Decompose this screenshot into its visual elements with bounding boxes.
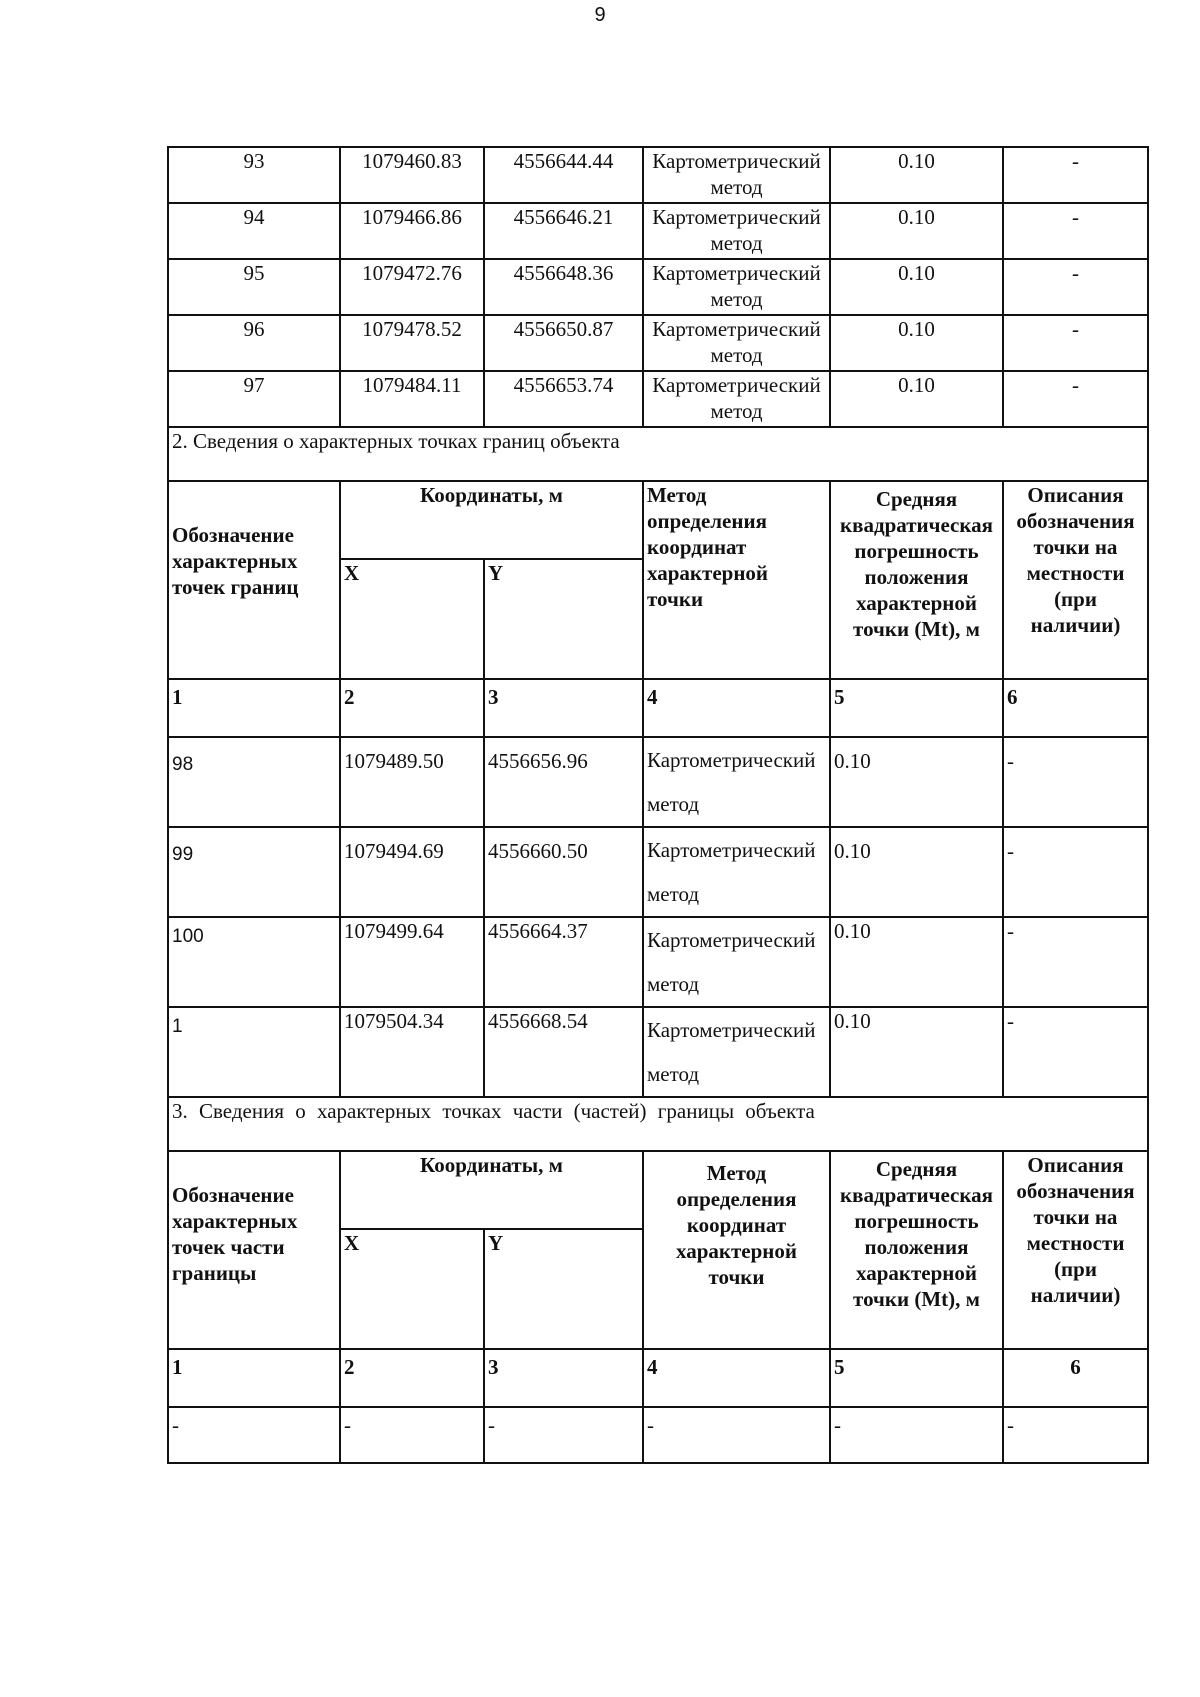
mt-cell: 0.10 [830,1007,1003,1097]
header-row [168,1151,1148,1229]
desc-cell: - [1003,917,1148,1007]
x-cell: 1079466.86 [340,203,484,259]
page-number: 9 [594,4,606,26]
point-cell: 97 [168,371,340,427]
mt-cell: 0.10 [830,203,1003,259]
coordinates-table [167,146,1149,1464]
mt-cell: 0.10 [830,259,1003,315]
column-number: 1 [168,679,340,737]
column-number: 6 [1003,1349,1148,1407]
mt-cell: 0.10 [830,737,1003,827]
desc-cell: - [1003,827,1148,917]
desc-cell: - [1003,315,1148,371]
y-cell: 4556648.36 [484,259,643,315]
column-number-row [168,679,1148,737]
point-cell: 93 [168,147,340,203]
method-cell: Картометрический метод [643,917,830,1007]
y-cell: 4556664.37 [484,917,643,1007]
desc-cell: - [1003,147,1148,203]
column-number: 6 [1003,679,1148,737]
point-cell: 1 [168,1007,340,1097]
header-row [168,481,1148,559]
y-cell: 4556656.96 [484,737,643,827]
mt-header: Средняя квадратическая погрешность положения характерной точки (Mt), м [830,481,1003,679]
table-row [168,827,1148,917]
point-cell: 94 [168,203,340,259]
method-cell: Картометрический метод [643,203,830,259]
desc-cell: - [1003,203,1148,259]
mt-cell: 0.10 [830,315,1003,371]
method-cell: Картометрический метод [643,737,830,827]
mt-cell: - [830,1407,1003,1463]
y-cell: 4556646.21 [484,203,643,259]
x-cell: 1079494.69 [340,827,484,917]
section-3-title: 3. Сведения о характерных точках части (частей) границы объекта [168,1097,1148,1151]
coords-header: Координаты, м [340,481,643,559]
column-number-row [168,1349,1148,1407]
x-header: X [340,559,484,679]
desc-cell: - [1003,259,1148,315]
point-cell: 96 [168,315,340,371]
y-cell: 4556650.87 [484,315,643,371]
x-cell: 1079499.64 [340,917,484,1007]
point-header: Обозначение характерных точек части границы [168,1151,340,1349]
table-row [168,315,1148,371]
x-cell: 1079478.52 [340,315,484,371]
x-cell: - [340,1407,484,1463]
table-row [168,737,1148,827]
desc-cell: - [1003,1407,1148,1463]
desc-header: Описания обозначения точки на местности (при наличии) [1003,481,1148,679]
desc-header: Описания обозначения точки на местности (при наличии) [1003,1151,1148,1349]
y-cell: - [484,1407,643,1463]
method-header: Метод определения координат характерной точки [643,481,830,679]
section-2-title: 2. Сведения о характерных точках границ объекта [168,427,1148,481]
mt-header: Средняя квадратическая погрешность положения характерной точки (Mt), м [830,1151,1003,1349]
method-cell: - [643,1407,830,1463]
point-cell: 98 [168,737,340,827]
method-cell: Картометрический метод [643,315,830,371]
column-number: 3 [484,679,643,737]
column-number: 5 [830,679,1003,737]
point-cell: 100 [168,917,340,1007]
column-number: 2 [340,679,484,737]
y-cell: 4556653.74 [484,371,643,427]
point-header: Обозначение характерных точек границ [168,481,340,679]
method-cell: Картометрический метод [643,827,830,917]
table-row [168,1407,1148,1463]
table-row [168,371,1148,427]
method-cell: Картометрический метод [643,147,830,203]
desc-cell: - [1003,1007,1148,1097]
x-cell: 1079484.11 [340,371,484,427]
mt-cell: 0.10 [830,917,1003,1007]
desc-cell: - [1003,371,1148,427]
table-row [168,917,1148,1007]
table-row [168,1007,1148,1097]
column-number: 4 [643,679,830,737]
x-cell: 1079489.50 [340,737,484,827]
table-row [168,259,1148,315]
method-cell: Картометрический метод [643,1007,830,1097]
column-number: 3 [484,1349,643,1407]
x-cell: 1079472.76 [340,259,484,315]
point-cell: - [168,1407,340,1463]
x-cell: 1079460.83 [340,147,484,203]
point-cell: 95 [168,259,340,315]
column-number: 4 [643,1349,830,1407]
method-cell: Картометрический метод [643,259,830,315]
point-cell: 99 [168,827,340,917]
method-cell: Картометрический метод [643,371,830,427]
column-number: 5 [830,1349,1003,1407]
section-title-row [168,427,1148,481]
y-header: Y [484,559,643,679]
table-row [168,147,1148,203]
coords-header: Координаты, м [340,1151,643,1229]
x-header: X [340,1229,484,1349]
y-cell: 4556668.54 [484,1007,643,1097]
section-title-row [168,1097,1148,1151]
mt-cell: 0.10 [830,371,1003,427]
mt-cell: 0.10 [830,147,1003,203]
y-header: Y [484,1229,643,1349]
x-cell: 1079504.34 [340,1007,484,1097]
y-cell: 4556660.50 [484,827,643,917]
y-cell: 4556644.44 [484,147,643,203]
desc-cell: - [1003,737,1148,827]
method-header: Метод определения координат характерной точки [643,1151,830,1349]
table-row [168,203,1148,259]
column-number: 2 [340,1349,484,1407]
mt-cell: 0.10 [830,827,1003,917]
column-number: 1 [168,1349,340,1407]
